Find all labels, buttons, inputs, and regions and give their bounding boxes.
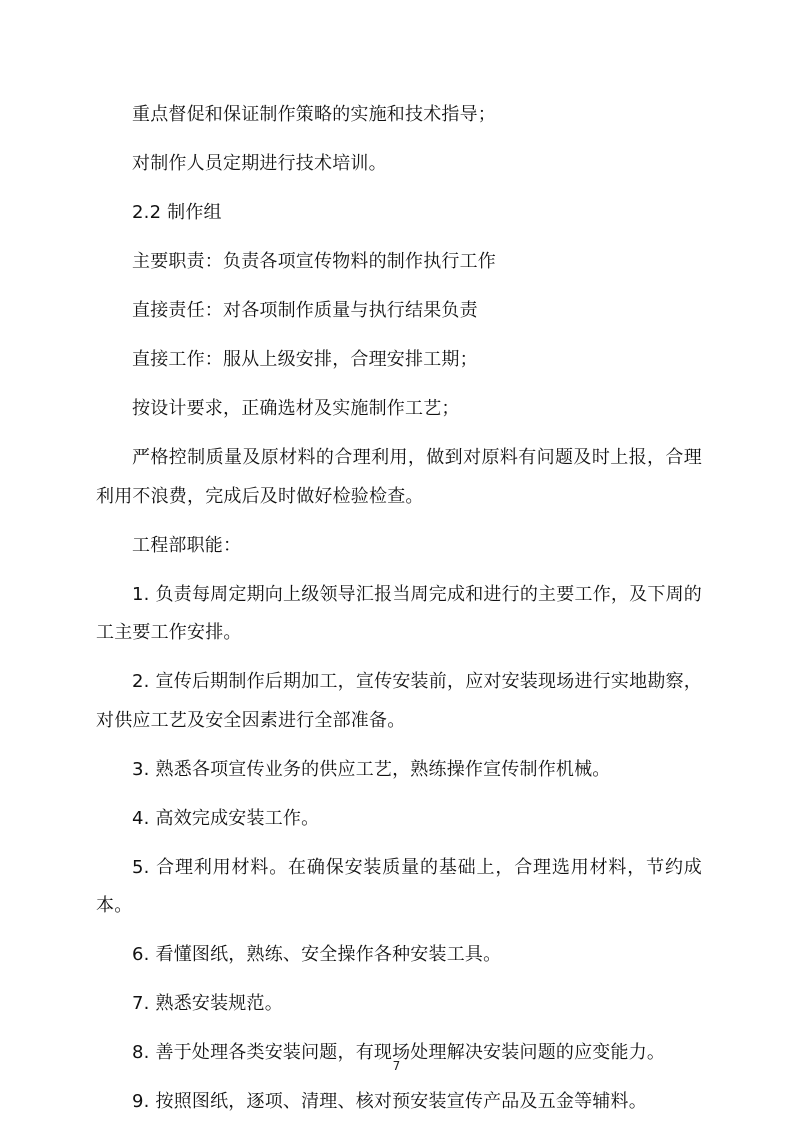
- paragraph: 按设计要求，正确选材及实施制作工艺；: [132, 398, 460, 419]
- list-item: 2. 宣传后期制作后期加工，宣传安装前，应对安装现场进行实地勘察，对供应工艺及安全因素进行全部准备。: [96, 671, 702, 731]
- paragraph: 对制作人员定期进行技术培训。: [132, 153, 387, 174]
- list-item: 4. 高效完成安装工作。: [132, 807, 320, 829]
- list-item: 6. 看懂图纸，熟练、安全操作各种安装工具。: [132, 944, 502, 965]
- list-item: 1. 负责每周定期向上级领导汇报当周完成和进行的主要工作，及下周的工主要工作安排。: [96, 583, 702, 643]
- list-item: 3. 熟悉各项宣传业务的供应工艺，熟练操作宣传制作机械。: [132, 758, 611, 780]
- page-number: 7: [392, 1059, 401, 1073]
- section-heading: 工程部职能：: [132, 534, 242, 556]
- paragraph: 主要职责：负责各项宣传物料的制作执行工作: [132, 251, 496, 272]
- list-item: 9. 按照图纸，逐项、清理、核对预安装宣传产品及五金等辅料。: [132, 1091, 647, 1112]
- list-item: 8. 善于处理各类安装问题，有现场处理解决安装问题的应变能力。: [132, 1042, 666, 1063]
- list-item: 5. 合理利用材料。在确保安装质量的基础上，合理选用材料，节约成本。: [96, 856, 702, 916]
- document-body: [96, 96, 702, 1122]
- paragraph: 重点督促和保证制作策略的实施和技术指导；: [132, 104, 496, 125]
- paragraph: 直接责任：对各项制作质量与执行结果负责: [132, 300, 478, 321]
- paragraph: 直接工作：服从上级安排，合理安排工期；: [132, 349, 478, 370]
- paragraph: 严格控制质量及原材料的合理利用，做到对原料有问题及时上报，合理利用不浪费，完成后及时做好检验检查。: [96, 447, 702, 507]
- list-item: 7. 熟悉安装规范。: [132, 993, 283, 1014]
- section-heading: 2.2 制作组: [132, 202, 222, 223]
